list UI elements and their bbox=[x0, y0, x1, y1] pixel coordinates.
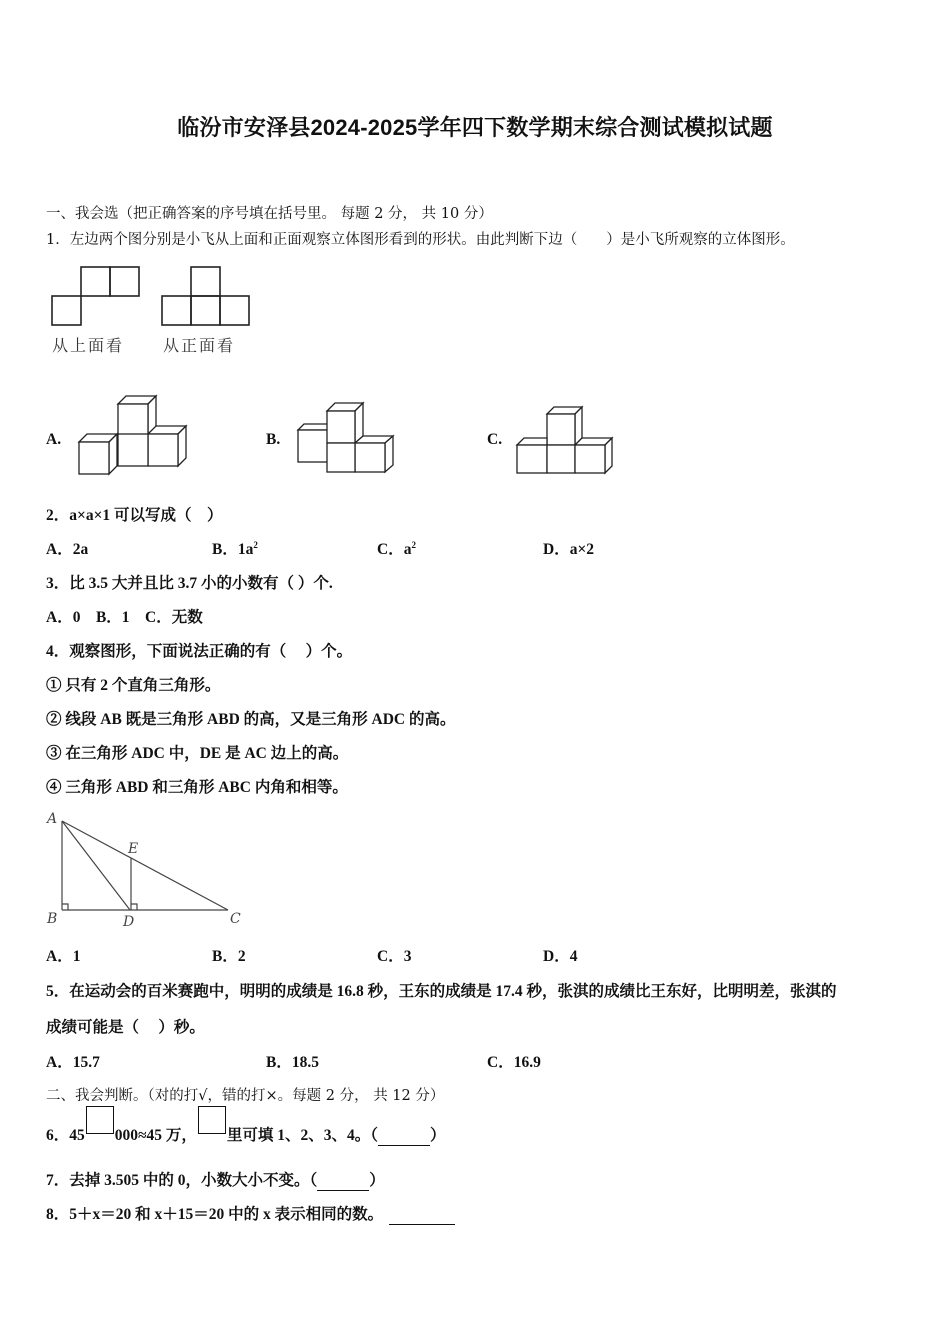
q6-suffix: 里可填 1、2、3、4。（ bbox=[226, 1127, 379, 1144]
vertex-label-c: C bbox=[230, 911, 241, 927]
q7-end: ） bbox=[369, 1172, 385, 1189]
question-6 bbox=[46, 1106, 446, 1146]
q2-option-c bbox=[377, 537, 416, 559]
q5-option-c-label: C． bbox=[487, 1054, 514, 1071]
q6-end: ） bbox=[430, 1127, 446, 1144]
q2-option-a bbox=[46, 537, 88, 559]
question-1-text: 1．左边两个图分别是小飞从上面和正面观察立体图形看到的形状。由此判断下边（ ）是小飞所观察的立体图形。 bbox=[46, 232, 795, 248]
q5-option-b-label: B． bbox=[266, 1054, 292, 1071]
question-5-line-2: 成绩可能是（ ）秒。 bbox=[46, 1019, 205, 1036]
q2-option-c-exponent: 2 bbox=[411, 540, 416, 550]
question-7 bbox=[46, 1168, 385, 1191]
q2-option-b-value: 1a bbox=[237, 541, 254, 558]
q5-option-b bbox=[266, 1050, 319, 1072]
q2-option-a-label: A． bbox=[46, 541, 73, 558]
q2-option-c-value: a bbox=[403, 541, 412, 558]
q8-answer-blank[interactable] bbox=[389, 1206, 455, 1225]
q4-statement-2: ② 线段 AB 既是三角形 ABD 的高，又是三角形 ADC 的高。 bbox=[46, 711, 456, 728]
q6-digit-box bbox=[86, 1106, 114, 1134]
q4-option-d bbox=[543, 944, 577, 966]
q2-option-b-exponent: 2 bbox=[253, 540, 258, 550]
q4-option-c bbox=[377, 944, 411, 966]
option-a-label: A. bbox=[46, 431, 62, 448]
q2-option-b-label: B． bbox=[212, 541, 238, 558]
q2-option-d-label: D． bbox=[543, 541, 570, 558]
q4-statement-4: ④ 三角形 ABD 和三角形 ABC 内角和相等。 bbox=[46, 779, 348, 796]
question-4-text: 4．观察图形，下面说法正确的有（ ）个。 bbox=[46, 643, 353, 660]
vertex-label-e: E bbox=[128, 841, 139, 857]
view-diagrams bbox=[48, 265, 258, 330]
question-3-text: 3．比 3.5 大并且比 3.7 小的小数有（ ）个. bbox=[46, 575, 333, 592]
caption-front-view: 从正面看 bbox=[163, 336, 236, 355]
section-1-heading: 一、我会选（把正确答案的序号填在括号里。 每题 2 分， 共 10 分） bbox=[46, 206, 493, 222]
q5-option-b-value: 18.5 bbox=[291, 1054, 319, 1071]
q4-option-b-value: 2 bbox=[237, 948, 246, 965]
vertex-label-a: A bbox=[47, 811, 58, 827]
q2-option-d-value: a×2 bbox=[569, 541, 595, 558]
caption-top-view: 从上面看 bbox=[52, 336, 125, 355]
solid-figure-b bbox=[295, 400, 400, 475]
q5-option-c-value: 16.9 bbox=[513, 1054, 541, 1071]
q6-digit-box-2 bbox=[198, 1106, 226, 1134]
vertex-label-b: B bbox=[47, 911, 58, 927]
option-c-label: C. bbox=[487, 431, 503, 448]
triangle-diagram bbox=[40, 805, 250, 930]
q2-option-c-label: C． bbox=[377, 541, 404, 558]
solid-figure-c bbox=[514, 404, 619, 476]
q5-option-c bbox=[487, 1050, 541, 1072]
q4-option-b-label: B． bbox=[212, 948, 238, 965]
q4-option-b bbox=[212, 944, 246, 966]
section-2-heading: 二、我会判断。（对的打√，错的打×。每题 2 分， 共 12 分） bbox=[46, 1088, 445, 1104]
q5-option-a-label: A． bbox=[46, 1054, 73, 1071]
q4-statement-1: ① 只有 2 个直角三角形。 bbox=[46, 677, 221, 694]
q6-answer-blank[interactable] bbox=[378, 1127, 430, 1146]
solid-figure-a bbox=[76, 394, 191, 478]
q4-option-d-value: 4 bbox=[569, 948, 578, 965]
option-b-label: B. bbox=[266, 431, 281, 448]
q2-option-a-value: 2a bbox=[72, 541, 89, 558]
q6-prefix: 6．45 bbox=[46, 1127, 85, 1144]
q7-answer-blank[interactable] bbox=[317, 1172, 369, 1191]
page-title: 临汾市安泽县2024-2025学年四下数学期末综合测试模拟试题 bbox=[177, 115, 773, 140]
q4-option-a-label: A． bbox=[46, 948, 73, 965]
q5-option-a bbox=[46, 1050, 100, 1072]
q4-option-d-label: D． bbox=[543, 948, 570, 965]
question-2-text: 2．a×a×1 可以写成（ ） bbox=[46, 507, 223, 524]
q4-option-c-label: C． bbox=[377, 948, 404, 965]
question-5-line-1: 5．在运动会的百米赛跑中，明明的成绩是 16.8 秒，王东的成绩是 17.4 秒，张淇的成绩比王东好，比明明差，张淇的 bbox=[46, 983, 837, 1000]
q2-option-d bbox=[543, 537, 594, 559]
q4-option-c-value: 3 bbox=[403, 948, 412, 965]
q6-middle: 000≈45 万， bbox=[114, 1127, 197, 1144]
vertex-label-d: D bbox=[123, 914, 135, 930]
q4-statement-3: ③ 在三角形 ADC 中，DE 是 AC 边上的高。 bbox=[46, 745, 349, 762]
question-8 bbox=[46, 1202, 455, 1225]
q4-option-a bbox=[46, 944, 80, 966]
q5-option-a-value: 15.7 bbox=[72, 1054, 100, 1071]
q4-option-a-value: 1 bbox=[72, 948, 81, 965]
q8-text: 8．5＋x＝20 和 x＋15＝20 中的 x 表示相同的数。 bbox=[46, 1206, 384, 1223]
q3-options: A．0 B．1 C．无数 bbox=[46, 609, 203, 626]
q7-text: 7．去掉 3.505 中的 0，小数大小不变。（ bbox=[46, 1172, 318, 1189]
q2-option-b bbox=[212, 537, 258, 559]
